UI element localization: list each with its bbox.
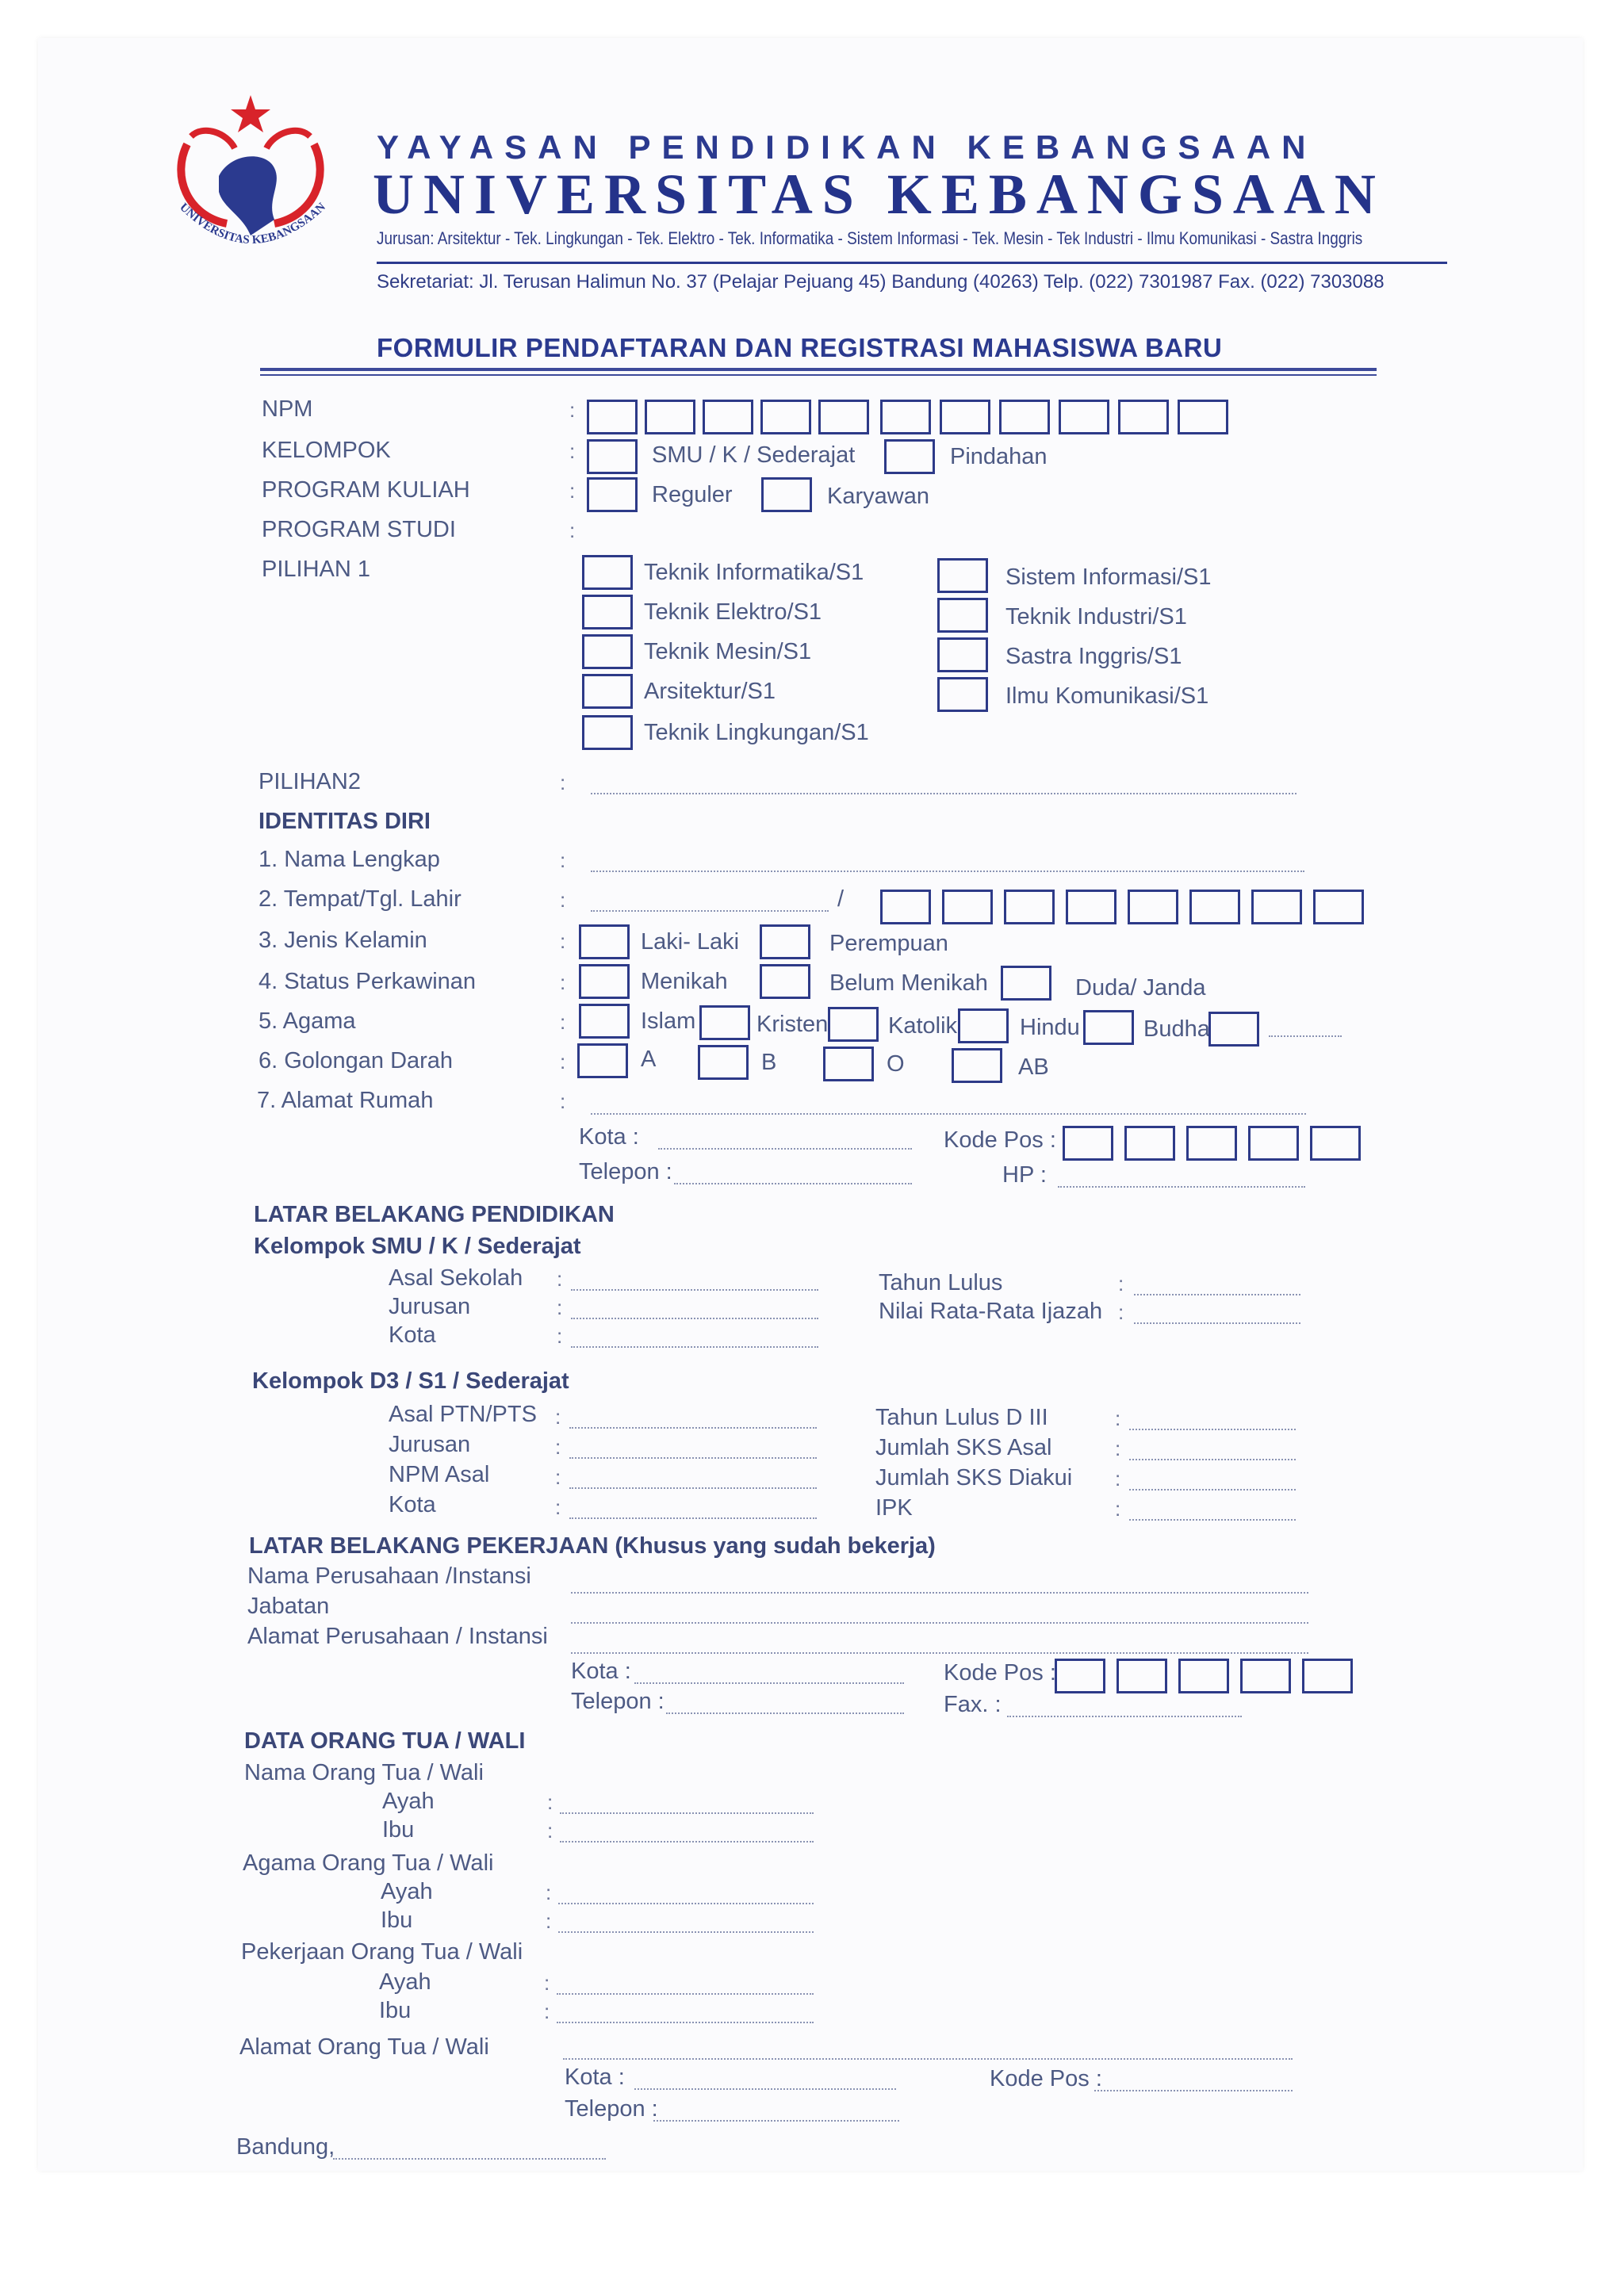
tgl-box[interactable] [942,890,993,924]
npm-asal-label: NPM Asal [389,1462,490,1487]
title-rule-2 [260,374,1377,376]
darah-o-checkbox[interactable] [823,1047,874,1081]
reguler-checkbox[interactable] [587,477,638,512]
smu-jurusan-field[interactable] [571,1318,818,1319]
prodi-option: Sistem Informasi/S1 [1005,564,1212,590]
tgl-box[interactable] [1189,890,1240,924]
tgl-box[interactable] [1313,890,1364,924]
d3-kota-label: Kota [389,1492,436,1517]
program-kuliah-label: PROGRAM KULIAH [262,477,470,503]
ortu-telepon-label: Telepon : [565,2096,658,2122]
perempuan-label: Perempuan [829,931,948,956]
tahun-lulus-field[interactable] [1134,1294,1300,1295]
pekerjaan-kodepos-box[interactable] [1302,1659,1353,1693]
kelompok-pindahan-label: Pindahan [950,444,1048,469]
npm-box[interactable] [999,400,1050,434]
tgl-box[interactable] [1004,890,1055,924]
nama-ayah-field[interactable] [560,1812,814,1814]
sks-diakui-label: Jumlah SKS Diakui [875,1465,1073,1490]
islam-label: Islam [641,1008,696,1034]
ortu-nama-label: Nama Orang Tua / Wali [244,1760,484,1785]
budha-checkbox[interactable] [1083,1010,1134,1045]
kristen-checkbox[interactable] [699,1005,750,1040]
belum-menikah-checkbox[interactable] [760,964,810,999]
asal-sekolah-label: Asal Sekolah [389,1265,523,1291]
prodi-option: Teknik Mesin/S1 [644,639,812,664]
d3-jurusan-field[interactable] [569,1457,817,1459]
darah-b-checkbox[interactable] [698,1045,749,1080]
ortu-kota-field[interactable] [634,2088,896,2090]
darah-b-label: B [761,1050,777,1075]
ortu-nama-ayah-label: Ayah [382,1789,435,1814]
ttl-label: 2. Tempat/Tgl. Lahir [259,886,462,912]
smu-kota-label: Kota [389,1322,436,1348]
agama-ayah-field[interactable] [558,1903,814,1904]
kelamin-label: 3. Jenis Kelamin [259,928,427,953]
nama-field[interactable] [591,871,1304,872]
ortu-agama-label: Agama Orang Tua / Wali [243,1850,494,1876]
prodi-option: Teknik Informatika/S1 [644,560,864,585]
ipk-field[interactable] [1129,1519,1296,1521]
npm-asal-field[interactable] [569,1487,817,1489]
ortu-pekerjaan-label: Pekerjaan Orang Tua / Wali [241,1939,523,1965]
smu-kota-field[interactable] [571,1346,818,1348]
npm-box[interactable] [703,400,753,434]
asal-sekolah-field[interactable] [571,1289,818,1291]
agama-lain-field[interactable] [1269,1035,1342,1037]
tahun-lulus-d3-field[interactable] [1129,1429,1296,1430]
kota-label: Kota : [579,1124,639,1150]
darah-o-label: O [887,1051,905,1077]
ortu-heading: DATA ORANG TUA / WALI [244,1728,526,1754]
reguler-label: Reguler [652,482,733,507]
islam-checkbox[interactable] [579,1004,630,1039]
nama-perusahaan-field[interactable] [571,1592,1308,1594]
kristen-label: Kristen [756,1012,829,1037]
tahun-lulus-d3-label: Tahun Lulus D III [875,1405,1048,1430]
logo-text: UNIVERSITAS KEBANGSAAN [177,201,328,247]
tgl-box[interactable] [1066,890,1116,924]
karyawan-checkbox[interactable] [761,477,812,512]
menikah-checkbox[interactable] [579,964,630,999]
karyawan-label: Karyawan [827,484,929,509]
bandung-label: Bandung, [236,2134,335,2160]
npm-box[interactable] [818,400,869,434]
pekerjaan-kodepos-label: Kode Pos : [944,1660,1056,1686]
ortu-alamat-label: Alamat Orang Tua / Wali [239,2034,489,2060]
npm-box[interactable] [880,400,931,434]
npm-box[interactable] [1118,400,1169,434]
nilai-ijazah-field[interactable] [1134,1322,1300,1324]
ipk-label: IPK [875,1495,913,1521]
duda-janda-checkbox[interactable] [1001,966,1051,1001]
identitas-heading: IDENTITAS DIRI [259,809,431,834]
star-icon [231,95,270,132]
d3-heading: Kelompok D3 / S1 / Sederajat [252,1368,569,1394]
darah-a-checkbox[interactable] [577,1043,628,1078]
prodi-checkbox[interactable] [937,558,988,593]
tgl-box[interactable] [880,890,931,924]
ortu-nama-ibu-label: Ibu [382,1817,415,1843]
hindu-checkbox[interactable] [958,1008,1009,1043]
pekerjaan-ibu-field[interactable] [557,2022,814,2023]
kelompok-smu-label: SMU / K / Sederajat [652,442,856,468]
pekerjaan-note: (Khusus yang sudah bekerja) [615,1533,936,1559]
prodi-option: Teknik Industri/S1 [1005,604,1187,629]
kodepos-box[interactable] [1248,1126,1299,1161]
laki-checkbox[interactable] [579,924,630,959]
tgl-box[interactable] [1251,890,1302,924]
prodi-checkbox[interactable] [582,674,633,709]
npm-box[interactable] [645,400,695,434]
smu-jurusan-label: Jurusan [389,1294,471,1319]
kota-field[interactable] [658,1148,912,1150]
kodepos-box[interactable] [1186,1126,1237,1161]
prodi-checkbox[interactable] [582,555,633,590]
npm-box[interactable] [760,400,811,434]
ortu-pekerjaan-ayah-label: Ayah [379,1969,431,1995]
pekerjaan-telepon-label: Telepon : [571,1689,665,1714]
telepon-label: Telepon : [579,1159,672,1184]
pekerjaan-heading: LATAR BELAKANG PEKERJAAN [249,1533,609,1559]
pekerjaan-kodepos-box[interactable] [1240,1659,1291,1693]
pendidikan-heading: LATAR BELAKANG PENDIDIKAN [254,1202,615,1227]
prodi-option: Teknik Lingkungan/S1 [644,720,869,745]
agama-label: 5. Agama [259,1008,356,1034]
alamat-perusahaan-field[interactable] [571,1652,1308,1654]
fax-label: Fax. : [944,1692,1002,1717]
belum-menikah-label: Belum Menikah [829,970,988,996]
prodi-checkbox[interactable] [937,677,988,712]
prodi-option: Arsitektur/S1 [644,679,776,704]
header-rule [377,262,1447,264]
pilihan2-field[interactable] [591,793,1297,794]
darah-a-label: A [641,1047,657,1072]
pilihan2-label: PILIHAN2 [259,769,361,794]
sks-asal-field[interactable] [1129,1459,1296,1460]
npm-box[interactable] [940,400,990,434]
agama-lain-checkbox[interactable] [1208,1012,1259,1047]
hp-field[interactable] [1058,1186,1305,1188]
laki-label: Laki- Laki [641,929,740,955]
kelompok-label: KELOMPOK [262,438,391,463]
program-studi-label: PROGRAM STUDI [262,517,456,542]
ortu-kodepos-field[interactable] [1094,2090,1293,2091]
tgl-box[interactable] [1128,890,1178,924]
pekerjaan-kodepos-box[interactable] [1116,1659,1167,1693]
pekerjaan-kota-field[interactable] [634,1682,904,1684]
title-rule [260,368,1377,371]
ortu-agama-ibu-label: Ibu [381,1908,413,1933]
ortu-kodepos-label: Kode Pos : [990,2066,1102,2091]
alamat-label: 7. Alamat Rumah [257,1088,434,1113]
jabatan-label: Jabatan [247,1594,330,1619]
address-line: Sekretariat: Jl. Terusan Halimun No. 37 (Pelajar Pejuang 45) Bandung (40263) Telp. (022) 7301987 Fax. (022) 7303088 [377,271,1385,293]
prodi-option: Teknik Elektro/S1 [644,599,822,625]
departments-line: Jurusan: Arsitektur - Tek. Lingkungan - Tek. Elektro - Tek. Informatika - Sistem Informasi - Tek. Mesin - Tek Industri - Ilmu Komunikasi - Sastra Inggris [377,228,1363,248]
agama-ibu-field[interactable] [558,1931,814,1933]
duda-janda-label: Duda/ Janda [1075,975,1206,1001]
kodepos-label: Kode Pos : [944,1127,1056,1153]
tempat-lahir-field[interactable] [591,910,829,912]
nama-ibu-field[interactable] [560,1841,814,1843]
fax-field[interactable] [1007,1716,1242,1717]
menikah-label: Menikah [641,969,728,994]
university-logo [155,89,346,271]
foundation-name: YAYASAN PENDIDIKAN KEBANGSAAN [377,128,1317,166]
katolik-label: Katolik [888,1013,958,1039]
nama-perusahaan-label: Nama Perusahaan /Instansi [247,1563,531,1589]
asal-ptn-label: Asal PTN/PTS [389,1402,537,1427]
pekerjaan-kodepos-box[interactable] [1178,1659,1229,1693]
perempuan-checkbox[interactable] [760,924,810,959]
ortu-alamat-field[interactable] [563,2058,1293,2060]
hp-label: HP : [1002,1162,1047,1188]
pekerjaan-telepon-field[interactable] [666,1712,904,1714]
kelompok-smu-checkbox[interactable] [587,439,638,474]
kodepos-box[interactable] [1063,1126,1113,1161]
npm-box[interactable] [587,400,638,434]
alamat-perusahaan-label: Alamat Perusahaan / Instansi [247,1624,548,1649]
university-name: UNIVERSITAS KEBANGSAAN [373,163,1385,226]
prodi-checkbox[interactable] [937,637,988,672]
kelompok-pindahan-checkbox[interactable] [884,439,935,474]
budha-label: Budha [1143,1016,1210,1042]
d3-kota-field[interactable] [569,1517,817,1519]
d3-jurusan-label: Jurusan [389,1432,471,1457]
kodepos-box[interactable] [1124,1126,1175,1161]
hindu-label: Hindu [1020,1015,1080,1040]
pilihan1-label: PILIHAN 1 [262,557,370,582]
nilai-ijazah-label: Nilai Rata-Rata Ijazah [879,1299,1103,1324]
ortu-agama-ayah-label: Ayah [381,1879,433,1904]
eagle-icon [219,156,277,235]
kodepos-box[interactable] [1310,1126,1361,1161]
prodi-checkbox[interactable] [582,595,633,629]
alamat-field[interactable] [591,1113,1306,1115]
npm-box[interactable] [1178,400,1228,434]
telepon-field[interactable] [674,1183,912,1184]
pekerjaan-kota-label: Kota : [571,1659,631,1684]
prodi-checkbox[interactable] [582,715,633,750]
tahun-lulus-label: Tahun Lulus [879,1270,1003,1295]
jabatan-field[interactable] [571,1622,1308,1624]
darah-ab-label: AB [1018,1054,1049,1080]
darah-label: 6. Golongan Darah [259,1048,454,1073]
katolik-checkbox[interactable] [828,1007,879,1042]
asal-ptn-field[interactable] [569,1427,817,1429]
smu-heading: Kelompok SMU / K / Sederajat [254,1234,581,1259]
sks-diakui-field[interactable] [1129,1489,1296,1490]
pekerjaan-kodepos-box[interactable] [1055,1659,1105,1693]
npm-label: NPM [262,396,313,422]
nama-label: 1. Nama Lengkap [259,847,440,872]
ortu-telepon-field[interactable] [653,2120,899,2122]
tanggal-field[interactable] [333,2158,606,2160]
prodi-option: Sastra Inggris/S1 [1005,644,1182,669]
prodi-checkbox[interactable] [937,598,988,633]
darah-ab-checkbox[interactable] [952,1048,1002,1083]
prodi-checkbox[interactable] [582,634,633,669]
ortu-pekerjaan-ibu-label: Ibu [379,1998,412,2023]
prodi-option: Ilmu Komunikasi/S1 [1005,683,1209,709]
ortu-kota-label: Kota : [565,2064,625,2090]
status-label: 4. Status Perkawinan [259,969,477,994]
sks-asal-label: Jumlah SKS Asal [875,1435,1052,1460]
form-title: FORMULIR PENDAFTARAN DAN REGISTRASI MAHASISWA BARU [377,333,1223,362]
pekerjaan-ayah-field[interactable] [557,1993,814,1995]
npm-box[interactable] [1059,400,1109,434]
